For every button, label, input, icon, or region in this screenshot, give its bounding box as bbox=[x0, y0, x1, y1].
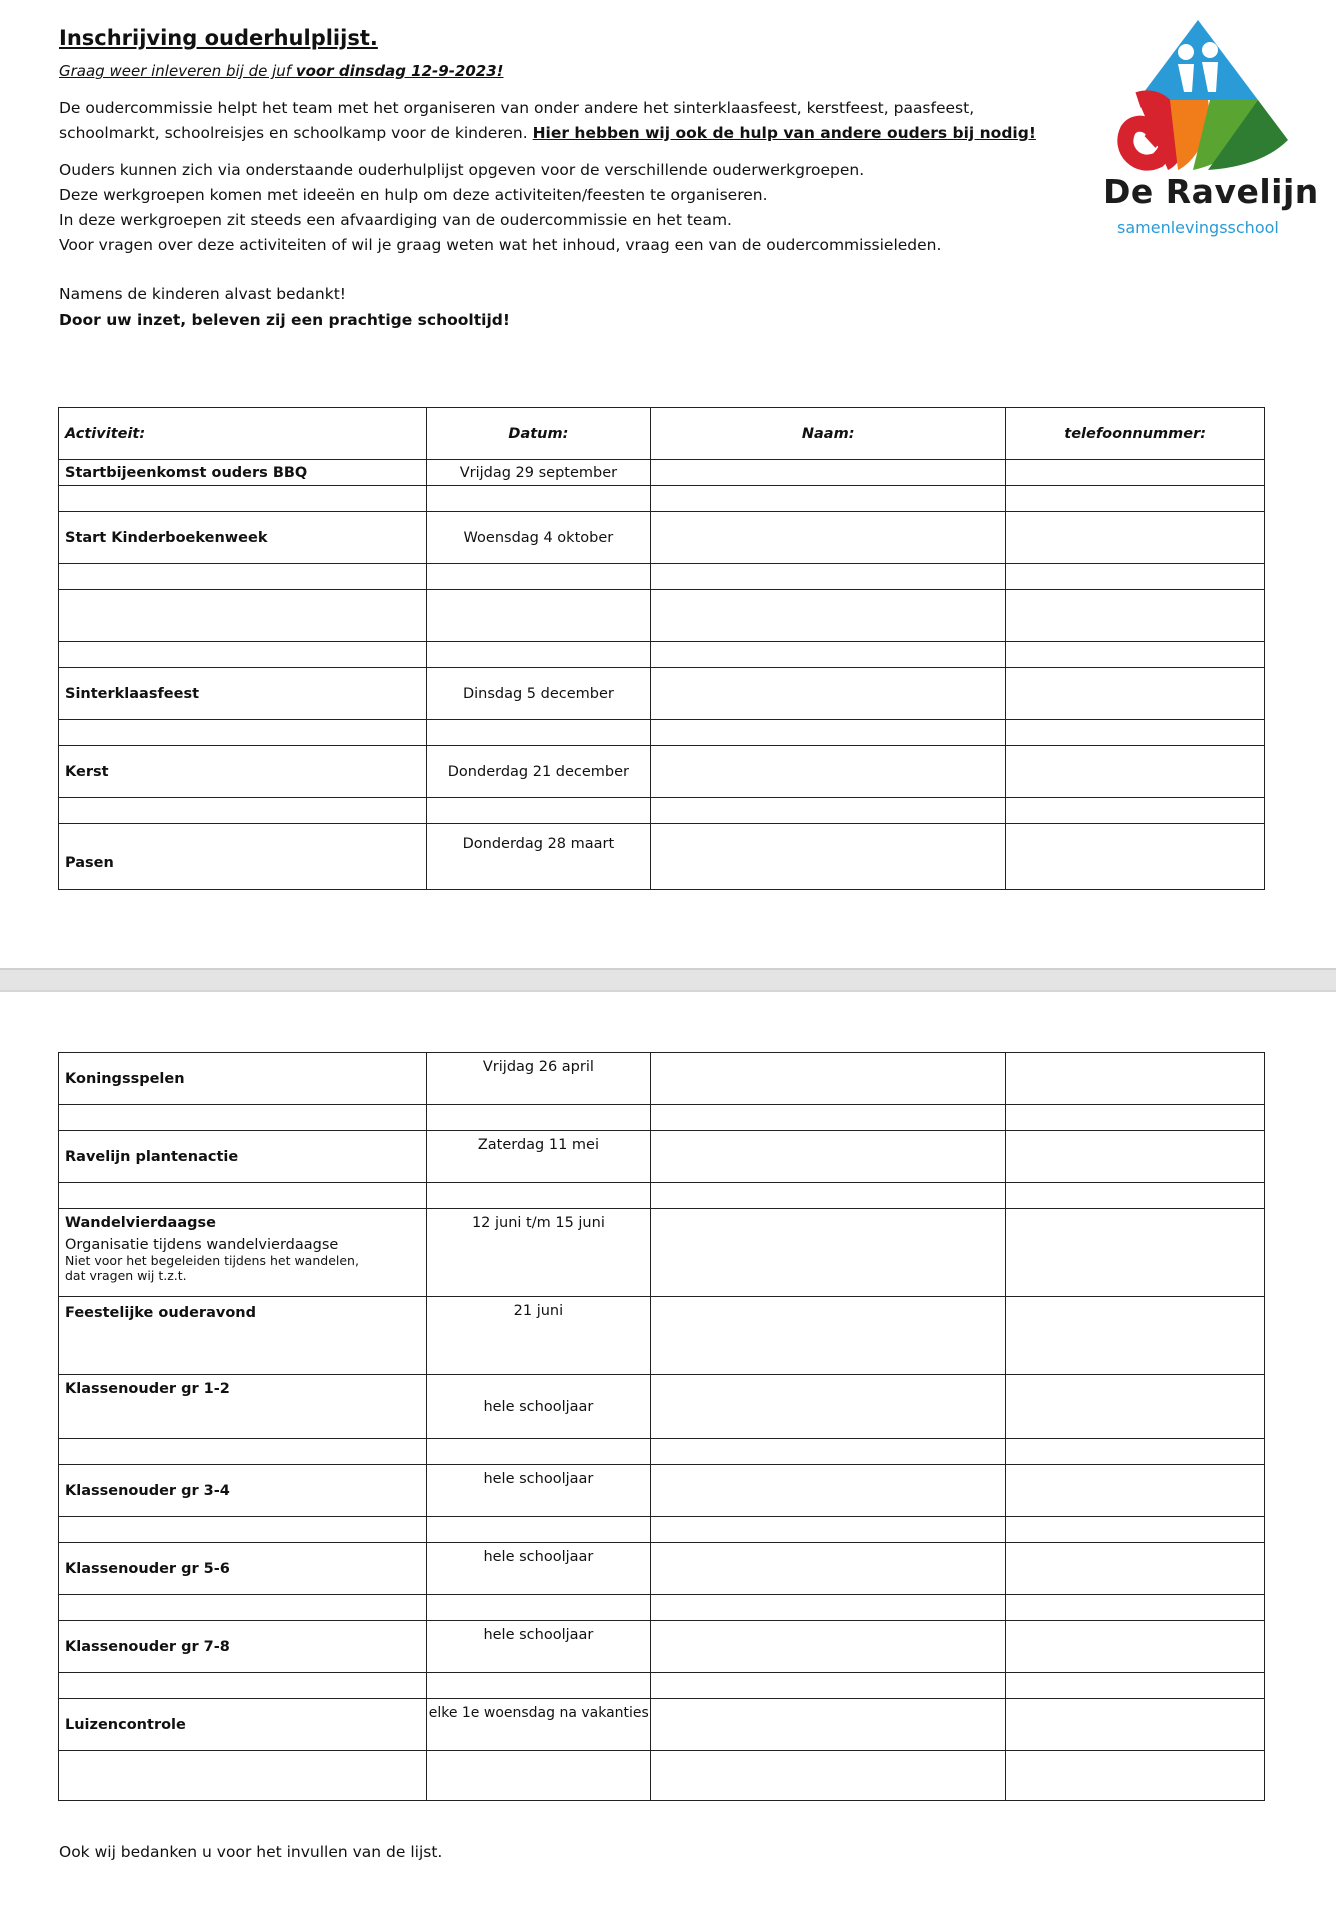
activity-cell: Luizencontrole bbox=[59, 1699, 427, 1751]
date-cell: Woensdag 4 oktober bbox=[426, 512, 650, 564]
date-cell: Zaterdag 11 mei bbox=[426, 1131, 650, 1183]
phone-input-cell[interactable] bbox=[1006, 642, 1265, 668]
phone-input-cell[interactable] bbox=[1006, 798, 1265, 824]
date-cell: hele schooljaar bbox=[426, 1621, 650, 1673]
name-input-cell[interactable] bbox=[651, 798, 1006, 824]
name-input-cell[interactable] bbox=[651, 512, 1006, 564]
date-cell: Dinsdag 5 december bbox=[426, 668, 650, 720]
table-row bbox=[59, 590, 1265, 642]
phone-input-cell[interactable] bbox=[1006, 486, 1265, 512]
name-input-cell[interactable] bbox=[651, 1209, 1006, 1297]
name-input-cell[interactable] bbox=[651, 590, 1006, 642]
name-input-cell[interactable] bbox=[651, 1751, 1006, 1801]
table-row bbox=[59, 1699, 1265, 1751]
table-row bbox=[59, 720, 1265, 746]
table-row bbox=[59, 1465, 1265, 1517]
phone-input-cell[interactable] bbox=[1006, 1183, 1265, 1209]
header-date: Datum: bbox=[426, 408, 650, 460]
date-cell: 21 juni bbox=[426, 1297, 650, 1375]
name-input-cell[interactable] bbox=[651, 746, 1006, 798]
table-row bbox=[59, 1105, 1265, 1131]
activity-cell: Ravelijn plantenactie bbox=[59, 1131, 427, 1183]
activity-note: dat vragen wij t.z.t. bbox=[65, 1268, 187, 1283]
table-row bbox=[59, 1183, 1265, 1209]
table-row bbox=[59, 512, 1265, 564]
activity-cell: Startbijeenkomst ouders BBQ bbox=[59, 460, 427, 486]
phone-input-cell[interactable] bbox=[1006, 1543, 1265, 1595]
name-input-cell[interactable] bbox=[651, 1543, 1006, 1595]
activity-cell: Klassenouder gr 3-4 bbox=[59, 1465, 427, 1517]
phone-input-cell[interactable] bbox=[1006, 746, 1265, 798]
phone-input-cell[interactable] bbox=[1006, 720, 1265, 746]
name-input-cell[interactable] bbox=[651, 1673, 1006, 1699]
header-name: Naam: bbox=[651, 408, 1006, 460]
phone-input-cell[interactable] bbox=[1006, 1105, 1265, 1131]
phone-input-cell[interactable] bbox=[1006, 564, 1265, 590]
school-logo-icon bbox=[1098, 20, 1298, 250]
activity-cell: Klassenouder gr 5-6 bbox=[59, 1543, 427, 1595]
date-cell: hele schooljaar bbox=[426, 1543, 650, 1595]
table-row bbox=[59, 1209, 1265, 1297]
activity-cell: Pasen bbox=[59, 824, 427, 890]
name-input-cell[interactable] bbox=[651, 668, 1006, 720]
table-row bbox=[59, 642, 1265, 668]
name-input-cell[interactable] bbox=[651, 720, 1006, 746]
activity-cell: Feestelijke ouderavond bbox=[59, 1297, 427, 1375]
table-row bbox=[59, 1053, 1265, 1105]
logo-subtitle: samenlevingsschool bbox=[1117, 218, 1279, 237]
name-input-cell[interactable] bbox=[651, 486, 1006, 512]
activity-cell: Kerst bbox=[59, 746, 427, 798]
date-cell: hele schooljaar bbox=[426, 1465, 650, 1517]
name-input-cell[interactable] bbox=[651, 1517, 1006, 1543]
name-input-cell[interactable] bbox=[651, 460, 1006, 486]
name-input-cell[interactable] bbox=[651, 1465, 1006, 1517]
header-activity: Activiteit: bbox=[59, 408, 427, 460]
deadline: voor dinsdag 12-9-2023! bbox=[295, 62, 504, 80]
table-row bbox=[59, 1751, 1265, 1801]
name-input-cell[interactable] bbox=[651, 1053, 1006, 1105]
table-header-row bbox=[59, 408, 1265, 460]
page-separator bbox=[0, 968, 1336, 992]
phone-input-cell[interactable] bbox=[1006, 824, 1265, 890]
name-input-cell[interactable] bbox=[651, 1699, 1006, 1751]
table-row bbox=[59, 486, 1265, 512]
table-row bbox=[59, 564, 1265, 590]
table-row bbox=[59, 1131, 1265, 1183]
help-request: Hier hebben wij ook de hulp van andere ouders bij nodig! bbox=[532, 124, 1036, 142]
activity-note: Niet voor het begeleiden tijdens het wandelen, bbox=[65, 1253, 359, 1268]
table-row bbox=[59, 1297, 1265, 1375]
name-input-cell[interactable] bbox=[651, 1183, 1006, 1209]
name-input-cell[interactable] bbox=[651, 642, 1006, 668]
table-row bbox=[59, 1439, 1265, 1465]
phone-input-cell[interactable] bbox=[1006, 1751, 1265, 1801]
phone-input-cell[interactable] bbox=[1006, 1209, 1265, 1297]
name-input-cell[interactable] bbox=[651, 1297, 1006, 1375]
phone-input-cell[interactable] bbox=[1006, 1297, 1265, 1375]
intro-paragraph: De oudercommissie helpt het team met het organiseren van onder andere het sinterklaasfeest, kerstfeest, paasfeest, schoolmarkt, schoolreisjes en schoolkamp voor de kinderen. Hier hebben wij ook de hulp van andere ouders bij nodig! bbox=[59, 99, 1036, 142]
phone-input-cell[interactable] bbox=[1006, 1375, 1265, 1439]
phone-input-cell[interactable] bbox=[1006, 1621, 1265, 1673]
phone-input-cell[interactable] bbox=[1006, 512, 1265, 564]
phone-input-cell[interactable] bbox=[1006, 1439, 1265, 1465]
activity-note: Organisatie tijdens wandelvierdaagse bbox=[65, 1237, 339, 1253]
logo-name: De Ravelijn bbox=[1103, 172, 1319, 211]
activity-cell: Koningsspelen bbox=[59, 1053, 427, 1105]
workgroup-paragraph: Ouders kunnen zich via onderstaande ouderhulplijst opgeven voor de verschillende ouderwerkgroepen. Deze werkgroepen komen met ideeën en hulp om deze activiteiten/feesten te organiseren. In deze werkgroepen zit steeds een afvaardiging van de oudercommissie en het team. Voor vragen over deze activiteiten of wil je graag weten wat het inhoud, vraag een van de oudercommissieleden. bbox=[59, 161, 942, 254]
date-cell: Vrijdag 29 september bbox=[426, 460, 650, 486]
date-cell: Vrijdag 26 april bbox=[426, 1053, 650, 1105]
table-row bbox=[59, 1595, 1265, 1621]
phone-input-cell[interactable] bbox=[1006, 1595, 1265, 1621]
name-input-cell[interactable] bbox=[651, 1375, 1006, 1439]
phone-input-cell[interactable] bbox=[1006, 1465, 1265, 1517]
activity-cell: Sinterklaasfeest bbox=[59, 668, 427, 720]
name-input-cell[interactable] bbox=[651, 1621, 1006, 1673]
name-input-cell[interactable] bbox=[651, 1439, 1006, 1465]
signup-table-part-1 bbox=[58, 407, 1265, 890]
table-row bbox=[59, 460, 1265, 486]
name-input-cell[interactable] bbox=[651, 1595, 1006, 1621]
name-input-cell[interactable] bbox=[651, 1105, 1006, 1131]
activity-cell: Wandelvierdaagse Organisatie tijdens wandelvierdaagse Niet voor het begeleiden tijdens het wandelen, dat vragen wij t.z.t. bbox=[59, 1209, 427, 1297]
phone-input-cell[interactable] bbox=[1006, 1131, 1265, 1183]
table-row bbox=[59, 1621, 1265, 1673]
footer-thanks: Ook wij bedanken u voor het invullen van de lijst. bbox=[59, 1843, 443, 1861]
date-cell: hele schooljaar bbox=[426, 1375, 650, 1439]
table-row bbox=[59, 798, 1265, 824]
phone-input-cell[interactable] bbox=[1006, 1699, 1265, 1751]
date-cell: Donderdag 21 december bbox=[426, 746, 650, 798]
table-row bbox=[59, 1375, 1265, 1439]
header-phone: telefoonnummer: bbox=[1006, 408, 1265, 460]
thanks-line: Namens de kinderen alvast bedankt! bbox=[59, 285, 347, 303]
activity-cell: Klassenouder gr 1-2 bbox=[59, 1375, 427, 1439]
name-input-cell[interactable] bbox=[651, 824, 1006, 890]
closing-bold-line: Door uw inzet, beleven zij een prachtige schooltijd! bbox=[59, 311, 510, 329]
date-cell: Donderdag 28 maart bbox=[426, 824, 650, 890]
return-instruction: Graag weer inleveren bij de juf voor dinsdag 12-9-2023! bbox=[59, 62, 504, 80]
date-cell: elke 1e woensdag na vakanties bbox=[426, 1699, 650, 1751]
name-input-cell[interactable] bbox=[651, 564, 1006, 590]
signup-table-part-2 bbox=[58, 1052, 1265, 1801]
table-row bbox=[59, 1517, 1265, 1543]
name-input-cell[interactable] bbox=[651, 1131, 1006, 1183]
activity-cell: Start Kinderboekenweek bbox=[59, 512, 427, 564]
phone-input-cell[interactable] bbox=[1006, 460, 1265, 486]
table-row bbox=[59, 746, 1265, 798]
date-cell: 12 juni t/m 15 juni bbox=[426, 1209, 650, 1297]
phone-input-cell[interactable] bbox=[1006, 1517, 1265, 1543]
page-title: Inschrijving ouderhulplijst. bbox=[59, 26, 378, 50]
table-row bbox=[59, 824, 1265, 890]
phone-input-cell[interactable] bbox=[1006, 1673, 1265, 1699]
activity-cell: Klassenouder gr 7-8 bbox=[59, 1621, 427, 1673]
table-row bbox=[59, 668, 1265, 720]
table-row bbox=[59, 1543, 1265, 1595]
table-row bbox=[59, 1673, 1265, 1699]
phone-input-cell[interactable] bbox=[1006, 668, 1265, 720]
phone-input-cell[interactable] bbox=[1006, 590, 1265, 642]
phone-input-cell[interactable] bbox=[1006, 1053, 1265, 1105]
